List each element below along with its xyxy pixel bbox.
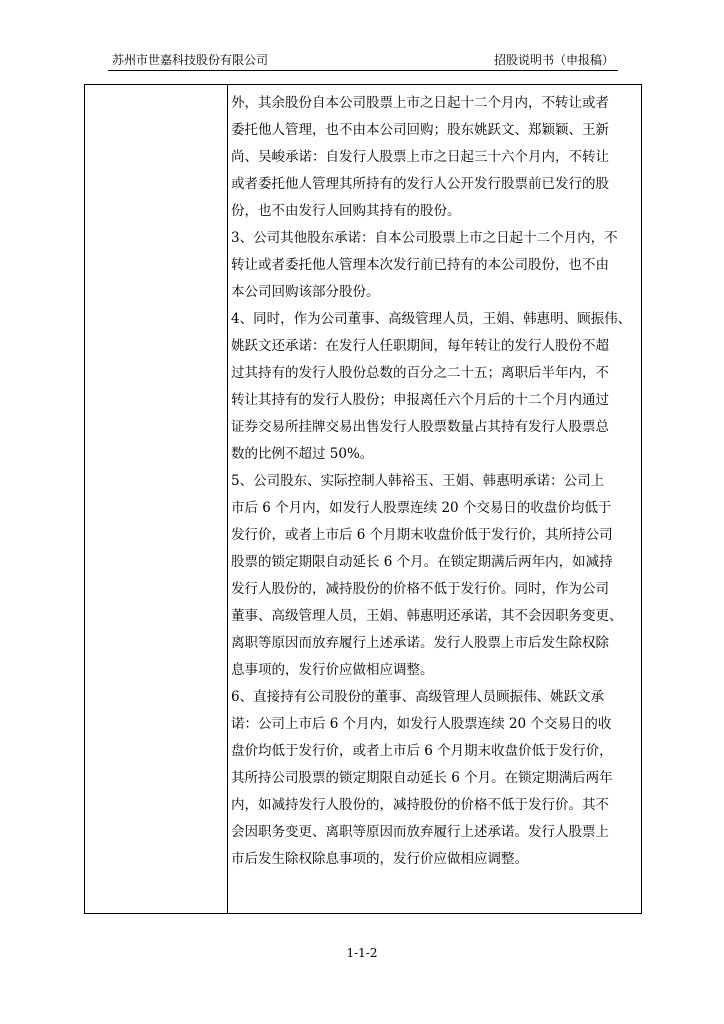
text-line: 发行人股份的，减持股份的价格不低于发行价。同时，作为公司 xyxy=(231,581,609,597)
page-number: 1-1-2 xyxy=(346,946,378,960)
text-line: 诺：公司上市后 6 个月内，如发行人股票连续 20 个交易日的收 xyxy=(231,716,612,732)
text-line: 市后发生除权除息事项的，发行价应做相应调整。 xyxy=(231,851,528,867)
text-line: 市后 6 个月内，如发行人股票连续 20 个交易日的收盘价均低于 xyxy=(231,500,612,516)
table-left-cell xyxy=(85,85,228,913)
text-line: 尚、吴峻承诺：自发行人股票上市之日起三十六个月内，不转让 xyxy=(231,149,609,165)
document-title: 招股说明书（申报稿） xyxy=(493,53,614,67)
company-name: 苏州市世嘉科技股份有限公司 xyxy=(112,53,269,67)
text-line: 盘价均低于发行价，或者上市后 6 个月期末收盘价低于发行价， xyxy=(231,743,613,759)
page-header xyxy=(108,50,618,71)
text-line: 3、公司其他股东承诺：自本公司股票上市之日起十二个月内，不 xyxy=(231,230,618,246)
table-right-cell xyxy=(228,85,641,913)
text-line: 过其持有的发行人股份总数的百分之二十五；离职后半年内，不 xyxy=(231,365,609,381)
text-line: 息事项的，发行价应做相应调整。 xyxy=(231,662,434,678)
text-line: 5、公司股东、实际控制人韩裕玉、王娟、韩惠明承诺：公司上 xyxy=(231,473,605,489)
text-line: 外，其余股份自本公司股票上市之日起十二个月内，不转让或者 xyxy=(231,95,609,111)
text-line: 姚跃文还承诺：在发行人任职期间，每年转让的发行人股份不超 xyxy=(231,338,609,354)
content-table xyxy=(84,84,642,914)
text-line: 数的比例不超过 50%。 xyxy=(231,446,374,462)
text-line: 股票的锁定期限自动延长 6 个月。在锁定期满后两年内，如减持 xyxy=(231,554,613,570)
text-line: 发行价，或者上市后 6 个月期末收盘价低于发行价，其所持公司 xyxy=(231,527,613,543)
text-line: 转让其持有的发行人股份；申报离任六个月后的十二个月内通过 xyxy=(231,392,609,408)
text-line: 或者委托他人管理其所持有的发行人公开发行股票前已发行的股 xyxy=(231,176,609,192)
text-line: 份，也不由发行人回购其持有的股份。 xyxy=(231,203,461,219)
text-line: 4、同时，作为公司董事、高级管理人员，王娟、韩惠明、顾振伟、 xyxy=(231,311,632,327)
text-line: 证券交易所挂牌交易出售发行人股票数量占其持有发行人股票总 xyxy=(231,419,609,435)
text-line: 委托他人管理，也不由本公司回购；股东姚跃文、郑颖颖、王新 xyxy=(231,122,609,138)
text-line: 转让或者委托他人管理本次发行前已持有的本公司股份，也不由 xyxy=(231,257,609,273)
text-line: 6、直接持有公司股份的董事、高级管理人员顾振伟、姚跃文承 xyxy=(231,689,605,705)
text-line: 会因职务变更、离职等原因而放弃履行上述承诺。发行人股票上 xyxy=(231,824,609,840)
text-line: 其所持公司股票的锁定期限自动延长 6 个月。在锁定期满后两年 xyxy=(231,770,613,786)
text-line: 董事、高级管理人员，王娟、韩惠明还承诺，其不会因职务变更、 xyxy=(231,608,623,624)
text-line: 内，如减持发行人股份的，减持股份的价格不低于发行价。其不 xyxy=(231,797,609,813)
text-line: 本公司回购该部分股份。 xyxy=(231,284,380,300)
text-line: 离职等原因而放弃履行上述承诺。发行人股票上市后发生除权除 xyxy=(231,635,609,651)
